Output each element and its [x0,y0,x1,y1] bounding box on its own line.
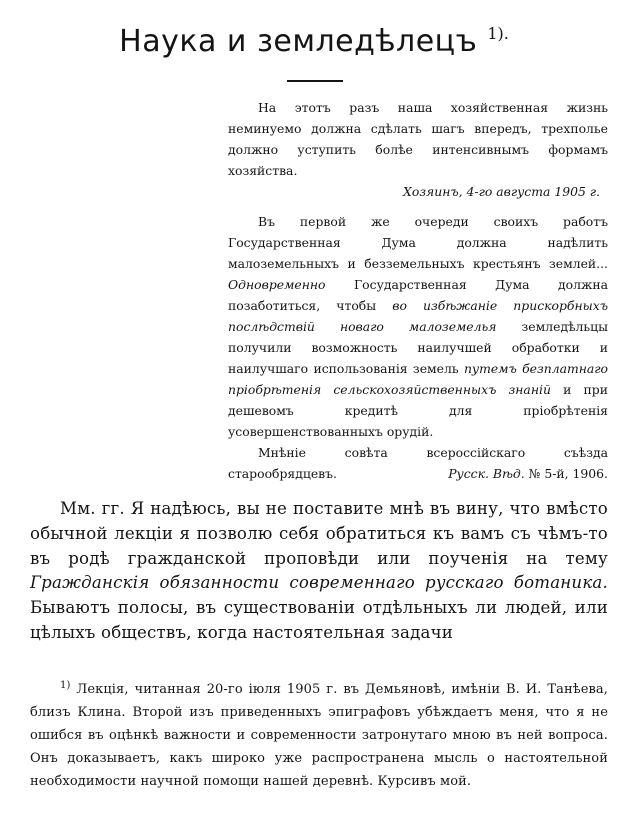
footnote [30,674,608,793]
footnote-text: Лекція, читанная 20-го іюля 1905 г. въ Демьяновѣ, имѣніи В. И. Танѣева, близъ Клина. Второй изъ приведенныхъ эпиграфовъ убѣждаетъ меня, что я не ошибся въ оцѣнкѣ важности и современности затронутаго мною въ ней вопроса. Онъ доказываетъ, какъ широко уже распространена мысль о настоятельной необходимости научной помощи нашей деревнѣ. Курсивъ мой. [30,682,608,789]
page-title [0,14,628,62]
epigraph-1-source: Хозяинъ, 4-го августа 1905 г. [403,184,600,199]
epigraph-2-part-2: Государственная Дума должна позаботиться, чтобы [228,277,608,313]
epigraph-1-text: На этотъ разъ наша хозяйственная жизнь неминуемо должна сдѣлать шагъ впередъ, трехполье должно уступить болѣе интенсивнымъ формамъ хозяйства. [228,100,608,178]
title-divider [287,80,343,82]
main-paragraph [30,497,608,646]
epigraph-2-source-ref [418,463,608,484]
epigraph-2-part-1: Въ первой же очереди своихъ работъ Государственная Дума должна надѣлить малоземельныхъ и безземельныхъ крестьянъ землей... [228,214,608,271]
title-text: Наука и земледѣлецъ [119,24,478,59]
epigraph-2-source-label: Мнѣніе совѣта всероссійскаго съѣзда старообрядцевъ. [228,445,608,481]
title-footnote-mark: 1). [487,24,509,43]
main-paragraph-part-1: Мм. гг. Я надѣюсь, вы не поставите мнѣ въ вину, что вмѣсто обычной лекціи я позволю себя обратиться къ вамъ съ чѣмъ-то въ родѣ гражданской проповѣди или поученія на тему [30,499,608,568]
epigraph-2-part-4: и при дешевомъ кредитѣ для пріобрѣтенія усовершенствованныхъ орудій. [228,382,608,439]
epigraph-1 [228,97,608,202]
footnote-mark: 1) [60,680,71,691]
epigraph-2-source [228,442,608,484]
epigraph-2-source-ref-italic: Русск. Вѣд. [448,466,525,481]
epigraph-2 [228,211,608,484]
epigraph-2-italic-2: во избѣжаніе прискорбныхъ послѣдствій новаго малоземелья [228,298,608,334]
epigraph-2-italic-1: Одновременно [228,277,326,292]
epigraph-2-source-ref-rest: № 5-й, 1906. [524,466,608,481]
main-paragraph-part-2: Бываютъ полосы, въ существованіи отдѣльныхъ ли людей, или цѣлыхъ обществъ, когда настоятельная задачи [30,598,608,642]
epigraph-2-part-3: земледѣльцы получили возможность наилучшей обработки и наилучшаго использованія земель [228,319,609,376]
epigraph-2-italic-3: путемъ безплатнаго пріобрѣтенія сельскохозяйственныхъ знаній [228,361,608,397]
main-paragraph-italic: Гражданскія обязанности современнаго русскаго ботаника. [30,573,608,593]
epigraph-2-text [228,211,608,442]
